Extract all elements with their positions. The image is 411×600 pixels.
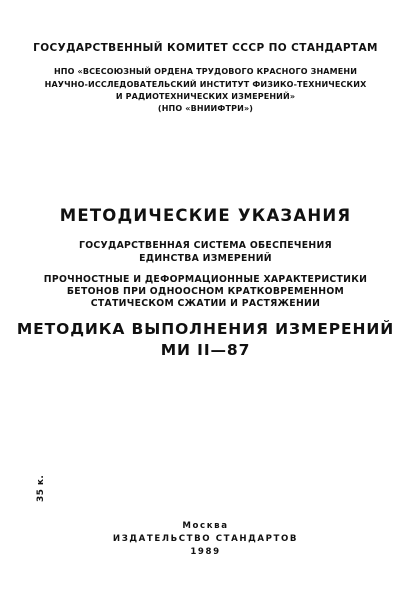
system-line-1: ГОСУДАРСТВЕННАЯ СИСТЕМА ОБЕСПЕЧЕНИЯ	[78, 240, 333, 251]
imprint-publisher: ИЗДАТЕЛЬСТВО СТАНДАРТОВ	[112, 534, 299, 544]
subject-line-3: СТАТИЧЕСКОМ СЖАТИИ И РАСТЯЖЕНИИ	[90, 298, 321, 309]
system-line-2: ЕДИНСТВА ИЗМЕРЕНИЙ	[139, 253, 272, 264]
subject-line-1: ПРОЧНОСТНЫЕ И ДЕФОРМАЦИОННЫЕ ХАРАКТЕРИСТИКИ	[43, 274, 368, 285]
subject-line-2: БЕТОНОВ ПРИ ОДНООСНОМ КРАТКОВРЕМЕННОМ	[66, 286, 345, 297]
institute-line-3: И РАДИОТЕХНИЧЕСКИХ ИЗМЕРЕНИЙ»	[115, 92, 296, 101]
method-title: МЕТОДИКА ВЫПОЛНЕНИЯ ИЗМЕРЕНИЙ	[16, 320, 395, 338]
imprint-year: 1989	[190, 547, 221, 557]
imprint-city: Москва	[182, 521, 229, 531]
document-designation: МИ II—87	[160, 341, 251, 359]
institute-line-1: НПО «ВСЕСОЮЗНЫЙ ОРДЕНА ТРУДОВОГО КРАСНОГО ЗНАМЕНИ	[53, 67, 358, 76]
price-label: 35 к.	[36, 474, 46, 502]
committee-title: ГОСУДАРСТВЕННЫЙ КОМИТЕТ СССР ПО СТАНДАРТАМ	[33, 42, 378, 54]
institute-line-2: НАУЧНО-ИССЛЕДОВАТЕЛЬСКИЙ ИНСТИТУТ ФИЗИКО-ТЕХНИЧЕСКИХ	[44, 80, 367, 89]
document-type: МЕТОДИЧЕСКИЕ УКАЗАНИЯ	[59, 206, 352, 225]
institute-abbreviation: (НПО «ВНИИФТРИ»)	[157, 104, 254, 113]
